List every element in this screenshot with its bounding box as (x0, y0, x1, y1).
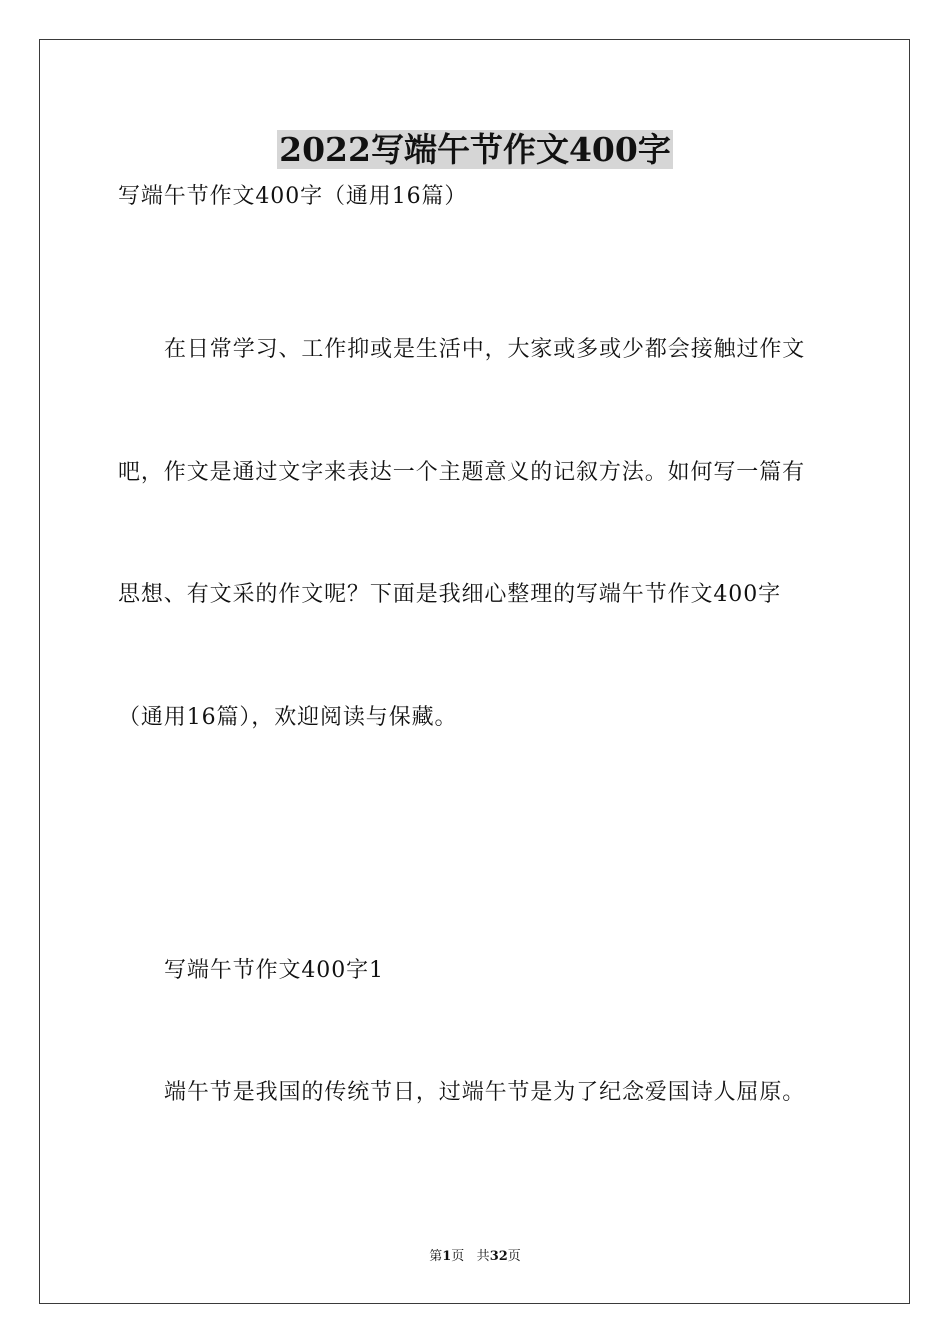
footer-page-suffix: 页 (451, 1249, 465, 1264)
body-paragraph-line: 端午节是我国的传统节日，过端午节是为了纪念爱国诗人屈原。 (164, 1080, 806, 1105)
footer-total-suffix: 页 (507, 1249, 521, 1264)
section-heading: 写端午节作文400字1 (164, 958, 384, 983)
document-subtitle: 写端午节作文400字（通用16篇） (118, 184, 468, 209)
page-frame (39, 39, 910, 1304)
document-title (0, 128, 950, 172)
footer-page-number: 1 (442, 1249, 452, 1264)
intro-line-3: 思想、有文采的作文呢？下面是我细心整理的写端午节作文400字 (118, 582, 781, 607)
intro-line-2: 吧，作文是通过文字来表达一个主题意义的记叙方法。如何写一篇有 (118, 460, 806, 485)
page-footer (0, 1248, 950, 1266)
footer-total-pages: 32 (489, 1249, 508, 1264)
footer-page-prefix: 第 (429, 1249, 443, 1264)
intro-line-4: （通用16篇），欢迎阅读与保藏。 (118, 705, 458, 730)
intro-line-1: 在日常学习、工作抑或是生活中，大家或多或少都会接触过作文 (164, 337, 806, 362)
document-title-text: 2022写端午节作文400字 (279, 130, 671, 169)
footer-total-prefix: 共 (476, 1249, 490, 1264)
